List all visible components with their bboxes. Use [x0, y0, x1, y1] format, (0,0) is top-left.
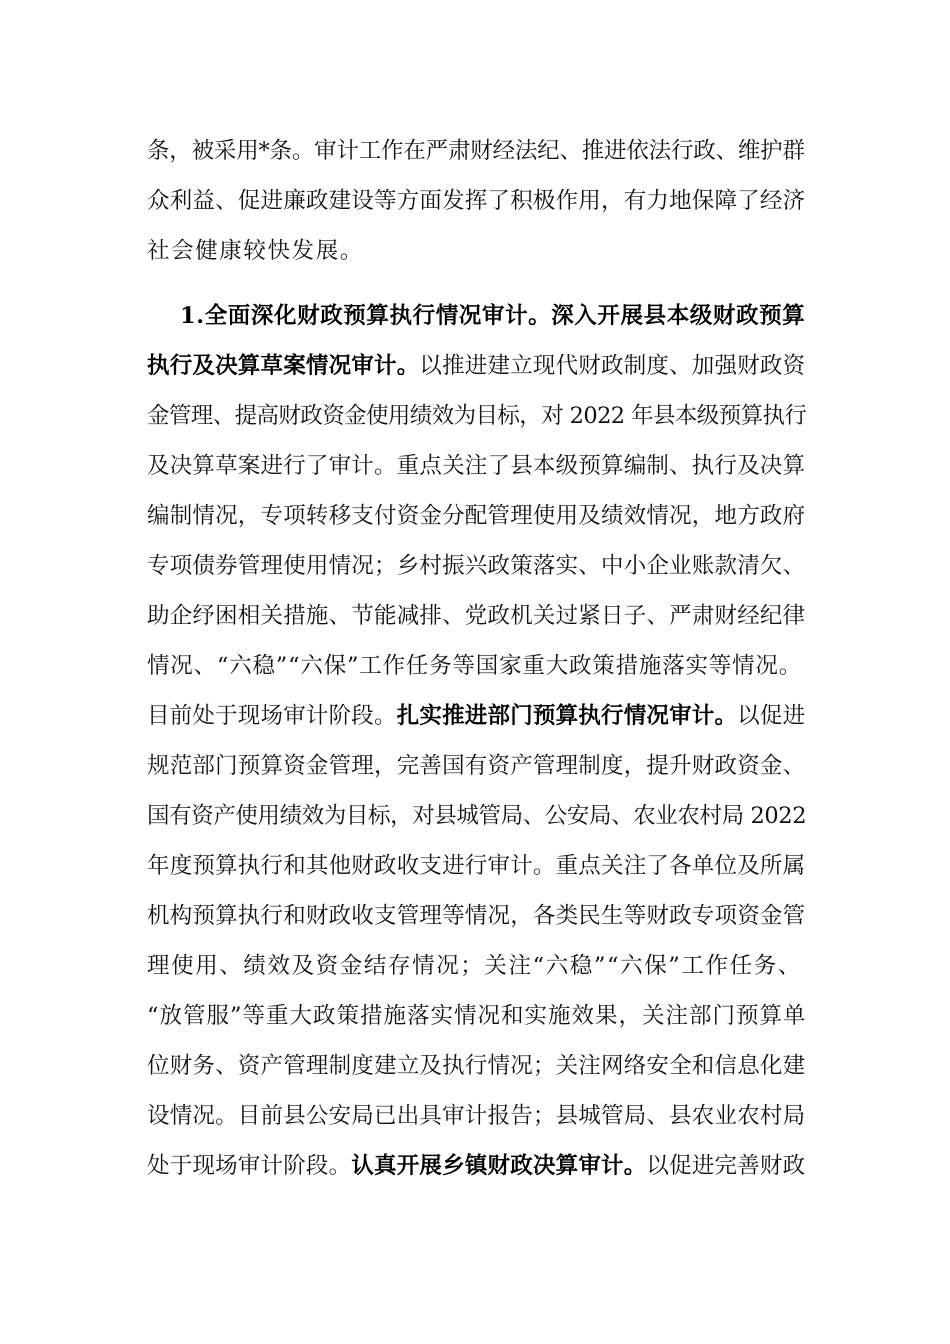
section-heading-line: [180, 291, 808, 341]
text-line: [147, 1091, 807, 1141]
text-run: 专项债券管理使用情况；乡村振兴政策落实、中小企业账款清欠、: [147, 553, 806, 579]
bold-run: 扎实推进部门预算执行情况审计。: [396, 703, 738, 729]
text-run: 机构预算执行和财政收支管理等情况，各类民生等财政专项资金管: [147, 903, 806, 929]
text-line: [147, 126, 807, 176]
text-line: [147, 341, 807, 391]
text-line: [147, 391, 807, 441]
text-run: 国有资产使用绩效为目标，对县城管局、公安局、农业农村局 2022: [147, 803, 807, 829]
text-run: 众利益、促进廉政建设等方面发挥了积极作用，有力地保障了经济: [147, 188, 806, 214]
text-line: [147, 541, 807, 591]
text-line: [147, 491, 807, 541]
text-run: 年度预算执行和其他财政收支进行审计。重点关注了各单位及所属: [147, 853, 806, 879]
text-run: 金管理、提高财政资金使用绩效为目标，对 2022 年县本级预算执行: [147, 403, 807, 429]
text-run: 社会健康较快发展。: [147, 238, 364, 264]
text-run: 位财务、资产管理制度建立及执行情况；关注网络安全和信息化建: [147, 1053, 806, 1079]
text-run: 目前处于现场审计阶段。: [147, 703, 397, 729]
bold-run: 执行及决算草案情况审计。: [147, 353, 420, 379]
text-line: [147, 641, 807, 691]
text-line: [147, 1141, 807, 1191]
section-heading: 1.全面深化财政预算执行情况审计。深入开展县本级财政预算: [180, 303, 806, 329]
text-line: [147, 1041, 807, 1091]
text-line: [147, 791, 807, 841]
text-run: 以促进完善财政: [646, 1153, 806, 1179]
text-line: [147, 226, 807, 276]
text-run: 处于现场审计阶段。: [147, 1153, 352, 1179]
text-line: [147, 941, 807, 991]
text-line: [147, 441, 807, 491]
text-line: [147, 841, 807, 891]
text-run: 理使用、绩效及资金结存情况；关注“六稳”“六保”工作任务、: [147, 953, 802, 979]
text-run: 设情况。目前县公安局已出具审计报告；县城管局、县农业农村局: [147, 1103, 806, 1129]
text-line: [147, 991, 807, 1041]
text-line: [147, 891, 807, 941]
text-line: [147, 591, 807, 641]
text-line: [147, 741, 807, 791]
text-run: 以推进建立现代财政制度、加强财政资: [419, 353, 806, 379]
text-run: 编制情况，专项转移支付资金分配管理使用及绩效情况，地方政府: [147, 503, 806, 529]
bold-run: 认真开展乡镇财政决算审计。: [351, 1153, 647, 1179]
text-run: 及决算草案进行了审计。重点关注了县本级预算编制、执行及决算: [147, 453, 806, 479]
text-run: 条，被采用*条。审计工作在严肃财经法纪、推进依法行政、维护群: [147, 138, 805, 164]
text-run: 规范部门预算资金管理，完善国有资产管理制度，提升财政资金、: [147, 753, 806, 779]
text-run: 助企纾困相关措施、节能减排、党政机关过紧日子、严肃财经纪律: [147, 603, 806, 629]
text-run: “放管服”等重大政策措施落实情况和实施效果，关注部门预算单: [147, 1003, 807, 1029]
text-line: [147, 176, 807, 226]
text-run: 以促进: [737, 703, 806, 729]
text-line: [147, 691, 807, 741]
text-run: 情况、“六稳”“六保”工作任务等国家重大政策措施落实等情况。: [147, 653, 803, 679]
